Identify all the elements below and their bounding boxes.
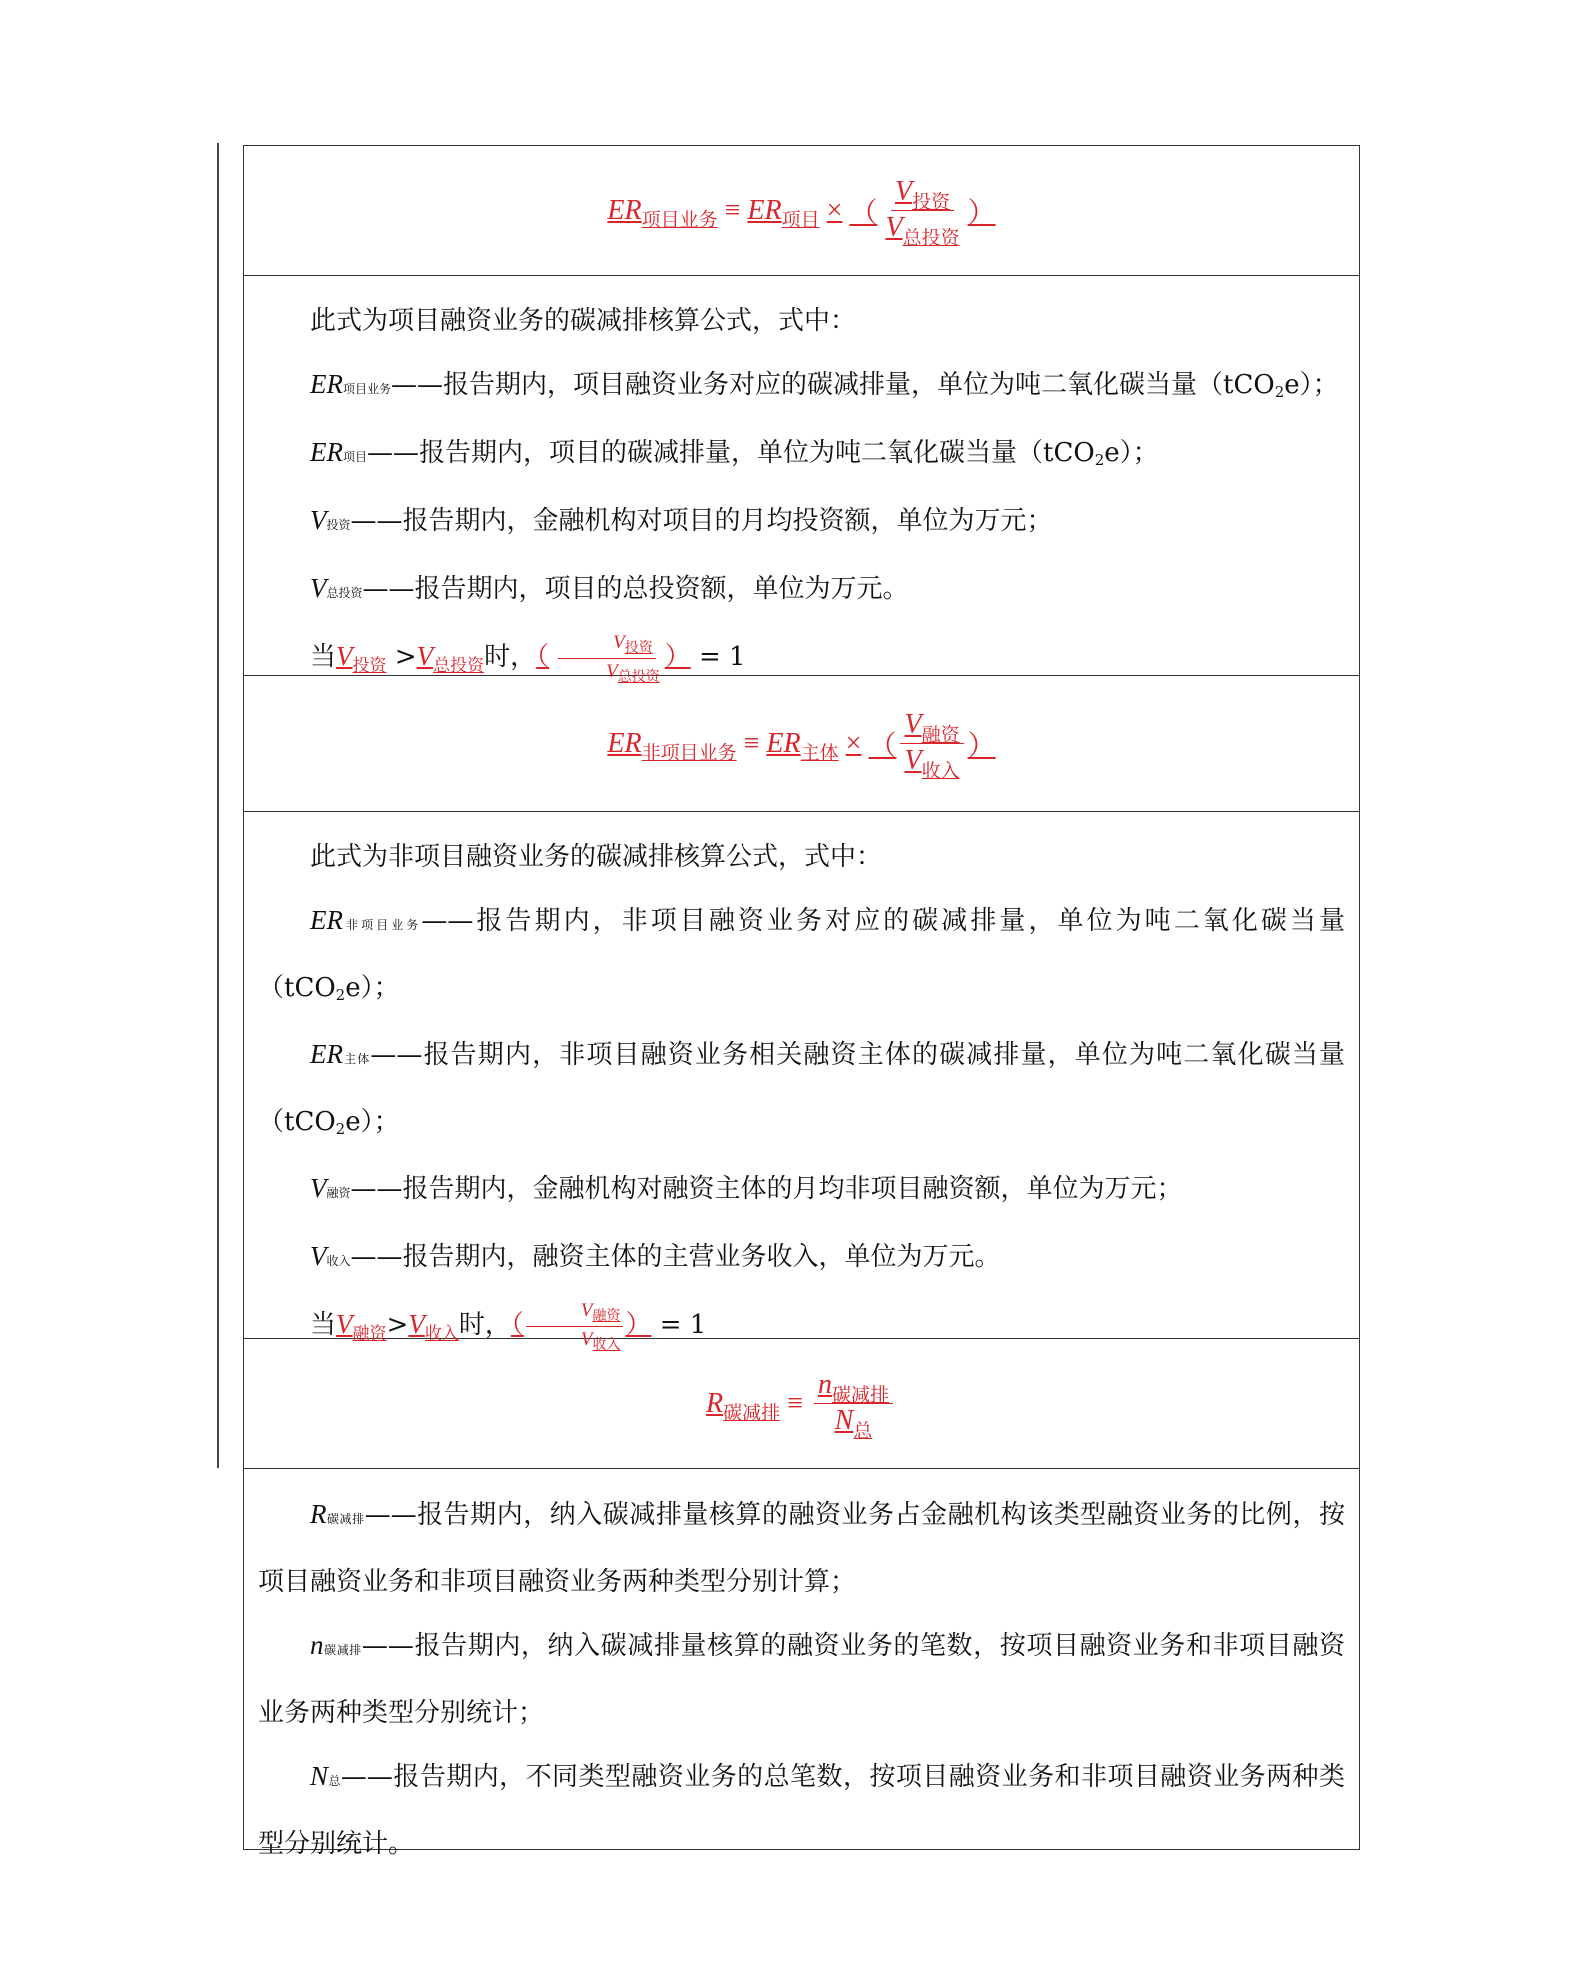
explanation-row-non-project — [244, 812, 1359, 1353]
right-paren: ） — [625, 1310, 652, 1340]
equiv-sign: ≡ — [743, 727, 760, 759]
formula-symbol: V — [336, 641, 353, 671]
section-intro: 此式为非项目融资业务的碳减排核算公式，式中： — [310, 842, 883, 872]
formula-non-project-business — [607, 709, 996, 782]
definition-text: ——报告期内，不同类型融资业务的总笔数，按项目融资业务和非项目融资业务两种类型分别统计。 — [258, 1762, 1345, 1859]
definition-subscript: 项目业务 — [343, 382, 392, 396]
definition-line — [258, 1225, 1345, 1293]
fraction-denominator — [526, 1327, 624, 1355]
formula-symbol: ER — [607, 727, 642, 759]
right-paren: ） — [664, 642, 691, 672]
definition-line — [258, 1483, 1345, 1614]
explanation-row-project — [244, 276, 1359, 685]
formula-subscript: 碳减排 — [831, 1385, 889, 1407]
formula-subscript: 投资 — [912, 192, 951, 214]
left-paren: （ — [868, 730, 897, 762]
definition-subscript: 非项目业务 — [343, 918, 422, 932]
fraction — [814, 1369, 893, 1442]
definition-text: ——报告期内，非项目融资业务相关融资主体的碳减排量，单位为吨二氧化碳当量（tCO — [258, 1040, 1345, 1137]
definition-text: ——报告期内，纳入碳减排量核算的融资业务占金融机构该类型融资业务的比例，按项目融资业务和非项目融资业务两种类型分别计算； — [258, 1500, 1345, 1597]
definition-subscript: 主体 — [343, 1052, 371, 1066]
definition-tail: e）； — [345, 1107, 400, 1137]
definition-subscript: 总投资 — [326, 586, 363, 600]
definition-tail: e）； — [345, 973, 400, 1003]
definition-tail: e）； — [1104, 438, 1159, 468]
condition-when: 当 — [310, 1310, 337, 1340]
formula-subscript: 总投资 — [902, 228, 960, 249]
definition-tail: e）； — [1284, 370, 1339, 400]
formula-symbol: ER — [747, 194, 782, 226]
definition-line — [258, 1157, 1345, 1225]
fraction — [881, 176, 963, 249]
definition-text: ——报告期内，项目融资业务对应的碳减排量，单位为吨二氧化碳当量（tCO — [391, 370, 1275, 400]
definition-symbol: N — [310, 1761, 329, 1791]
times-sign: × — [826, 194, 843, 226]
definition-line — [258, 1023, 1345, 1157]
formula-table — [243, 145, 1360, 1859]
formula-symbol: V — [580, 1299, 593, 1321]
definition-symbol: ER — [310, 437, 343, 467]
chem-subscript: 2 — [1274, 383, 1285, 401]
fraction-denominator — [900, 744, 963, 782]
definition-subscript: 融资 — [326, 1186, 351, 1200]
definition-line — [258, 489, 1345, 557]
explanation-row-ratio — [244, 1469, 1359, 1859]
section-intro: 此式为项目融资业务的碳减排核算公式，式中： — [310, 306, 857, 336]
definition-line — [258, 557, 1345, 625]
formula-subscript: 碳减排 — [723, 1403, 781, 1424]
chem-subscript: 2 — [1094, 451, 1105, 469]
formula-row-non-project — [244, 676, 1359, 812]
formula-symbol: V — [408, 1309, 425, 1339]
definition-subscript: 碳减排 — [323, 1643, 362, 1657]
formula-subscript: 项目 — [781, 210, 820, 231]
definition-text: ——报告期内，纳入碳减排量核算的融资业务的笔数，按项目融资业务和非项目融资业务两种类型分别统计； — [258, 1631, 1345, 1728]
definition-symbol: V — [310, 505, 327, 535]
formula-symbol: N — [834, 1405, 854, 1436]
definition-subscript: 总 — [328, 1774, 341, 1788]
greater-than: > — [386, 642, 417, 672]
formula-symbol: V — [613, 631, 625, 653]
formula-subscript: 投资 — [352, 656, 387, 676]
formula-symbol: V — [606, 660, 618, 682]
equals-one: = 1 — [651, 1310, 707, 1340]
formula-subscript: 项目业务 — [641, 210, 718, 231]
definition-symbol: R — [310, 1499, 327, 1529]
condition-when: 当 — [310, 642, 337, 672]
equiv-sign: ≡ — [724, 194, 741, 226]
chem-subscript: 2 — [335, 1120, 346, 1138]
right-paren: ） — [967, 730, 996, 762]
equals-one: = 1 — [690, 642, 746, 672]
definition-symbol: V — [310, 573, 327, 603]
fraction-numerator — [891, 176, 954, 214]
formula-subscript: 融资 — [592, 1308, 621, 1324]
formula-symbol: V — [885, 212, 903, 243]
formula-symbol: V — [904, 745, 922, 776]
formula-symbol: V — [904, 709, 922, 741]
formula-subscript: 主体 — [800, 743, 839, 764]
right-paren: ） — [967, 197, 996, 229]
formula-symbol: V — [336, 1309, 353, 1339]
definition-subscript: 收入 — [326, 1254, 351, 1268]
formula-symbol: V — [580, 1328, 593, 1350]
condition-then: 时， — [484, 642, 537, 672]
definition-text: ——报告期内，项目的总投资额，单位为万元。 — [362, 574, 909, 604]
formula-project-business — [607, 176, 996, 249]
revision-change-bar — [217, 143, 219, 1468]
definition-text: ——报告期内，金融机构对融资主体的月均非项目融资额，单位为万元； — [350, 1174, 1183, 1204]
inline-fraction — [551, 630, 663, 687]
inline-fraction — [526, 1298, 624, 1355]
definition-symbol: ER — [310, 1039, 343, 1069]
formula-subscript: 总 — [853, 1421, 873, 1442]
left-paren: （ — [510, 1310, 524, 1340]
formula-subscript: 非项目业务 — [641, 743, 737, 764]
formula-symbol: R — [706, 1387, 724, 1419]
formula-symbol: ER — [766, 727, 801, 759]
chem-subscript: 2 — [335, 986, 346, 1004]
definition-symbol: V — [310, 1241, 327, 1271]
definition-subscript: 投资 — [326, 518, 351, 532]
fraction-denominator — [881, 211, 963, 249]
definition-text: ——报告期内，项目的碳减排量，单位为吨二氧化碳当量（tCO — [367, 438, 1095, 468]
formula-row-project — [244, 146, 1359, 276]
formula-carbon-reduction-ratio — [706, 1369, 897, 1442]
definition-line — [258, 421, 1345, 489]
condition-then: 时， — [458, 1310, 511, 1340]
greater-than: > — [386, 1310, 409, 1340]
left-paren: （ — [536, 642, 550, 672]
definition-symbol: V — [310, 1173, 327, 1203]
definition-subscript: 项目 — [343, 450, 368, 464]
definition-line — [258, 889, 1345, 1023]
definition-text: ——报告期内，金融机构对项目的月均投资额，单位为万元； — [350, 506, 1053, 536]
times-sign: × — [845, 727, 862, 759]
fraction — [900, 709, 963, 782]
definition-symbol: ER — [310, 369, 343, 399]
definition-line — [258, 353, 1345, 421]
definition-line — [258, 1614, 1345, 1745]
equiv-sign: ≡ — [787, 1387, 803, 1419]
formula-subscript: 收入 — [921, 761, 960, 782]
formula-subscript: 投资 — [624, 640, 653, 656]
definition-text: ——报告期内，非项目融资业务对应的碳减排量，单位为吨二氧化碳当量（tCO — [258, 906, 1345, 1003]
fraction-numerator — [558, 630, 656, 659]
definition-line — [258, 1745, 1345, 1876]
fraction-numerator — [814, 1369, 893, 1407]
fraction-numerator — [526, 1298, 624, 1327]
formula-symbol: ER — [607, 194, 642, 226]
definition-subscript: 碳减排 — [326, 1512, 365, 1526]
fraction-numerator — [900, 709, 963, 747]
fraction-denominator — [551, 659, 663, 687]
formula-subscript: 融资 — [921, 725, 960, 747]
definition-symbol: n — [310, 1630, 324, 1660]
formula-symbol: n — [817, 1369, 832, 1401]
formula-symbol: V — [416, 641, 434, 671]
formula-subscript: 收入 — [592, 1337, 621, 1353]
formula-subscript: 融资 — [352, 1324, 387, 1344]
fraction-denominator — [831, 1404, 877, 1442]
formula-subscript: 总投资 — [617, 669, 660, 685]
formula-subscript: 总投资 — [433, 656, 485, 676]
definition-symbol: ER — [310, 905, 343, 935]
definition-text: ——报告期内，融资主体的主营业务收入，单位为万元。 — [350, 1242, 1001, 1272]
formula-symbol: V — [894, 176, 913, 208]
left-paren: （ — [849, 197, 878, 229]
formula-subscript: 收入 — [424, 1324, 459, 1344]
